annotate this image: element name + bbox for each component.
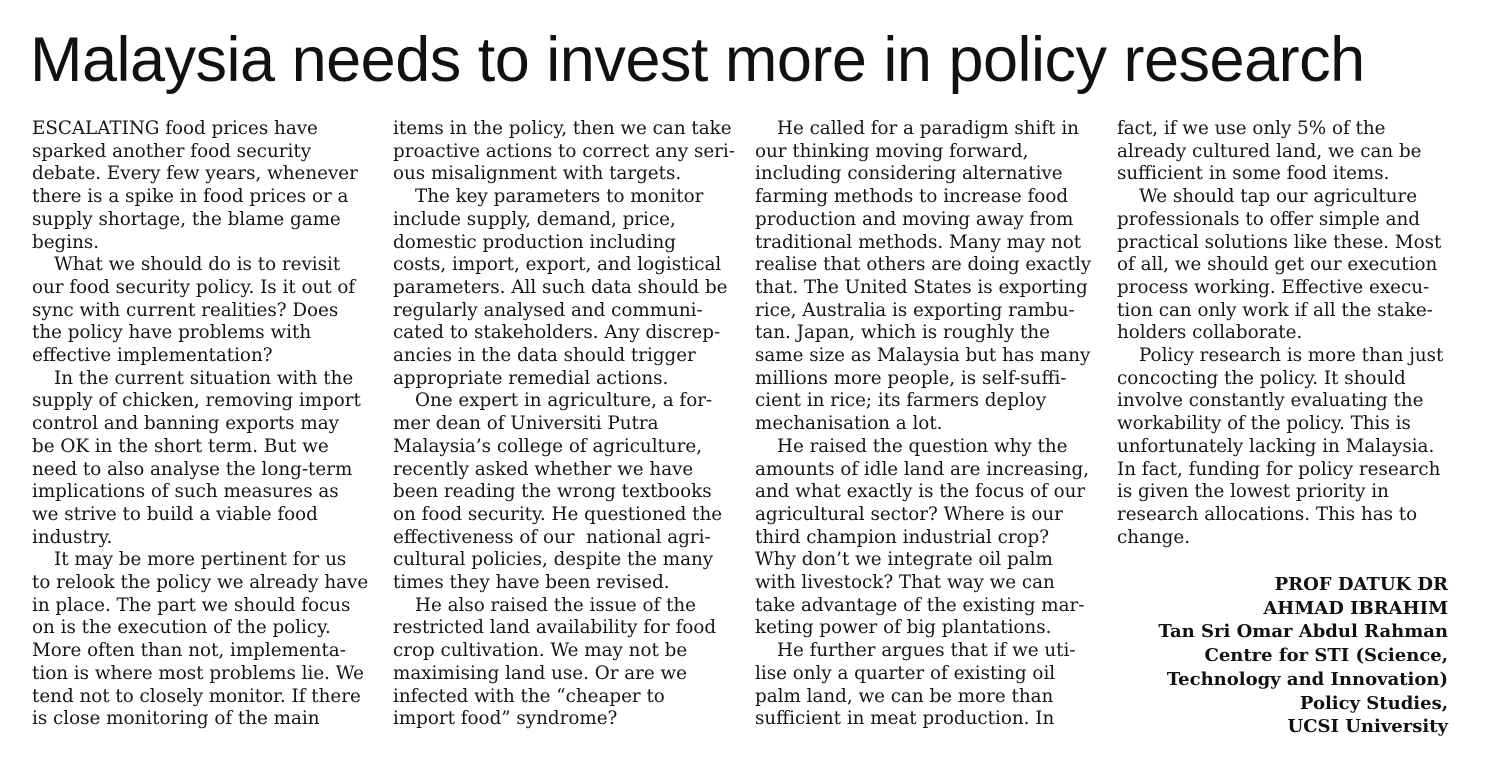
- text-line: regularly analysed and communi-: [393, 299, 703, 321]
- text-line: change.: [1117, 526, 1191, 548]
- text-line: holders collaborate.: [1117, 322, 1303, 344]
- text-line: supply of chicken, removing import: [32, 390, 361, 412]
- text-line: supply shortage, the blame game: [32, 208, 341, 230]
- text-line: research allocations. This has to: [1117, 503, 1418, 525]
- text-line: palm land, we can be more than: [755, 685, 1054, 707]
- text-line: third champion industrial crop?: [755, 526, 1050, 548]
- text-line: in place. The part we should focus: [32, 594, 351, 616]
- text-line: of all, we should get our execution: [1117, 254, 1438, 276]
- text-line: the policy have problems with: [32, 322, 312, 344]
- text-line: involve constantly evaluating the: [1117, 390, 1424, 412]
- text-line: realise that others are doing exactly: [755, 254, 1092, 276]
- text-line: on is the execution of the policy.: [32, 617, 331, 639]
- text-line: and what exactly is the focus of our: [755, 481, 1086, 503]
- text-line: ESCALATING food prices have: [32, 118, 318, 139]
- text-line: to relook the policy we already have: [32, 572, 369, 594]
- text-line: What we should do is to revisit: [54, 254, 341, 276]
- text-line: costs, import, export, and logistical: [393, 254, 722, 276]
- text-line: One expert in agriculture, a for-: [415, 390, 713, 412]
- text-line: The key parameters to monitor: [415, 186, 704, 208]
- text-line: In the current situation with the: [54, 367, 354, 389]
- byline-line: AHMAD IBRAHIM: [1263, 597, 1448, 619]
- text-line: control and banning exports may: [32, 413, 339, 435]
- byline-line: Centre for STI (Science,: [1204, 645, 1448, 667]
- text-line: effective implementation?: [32, 345, 273, 367]
- text-line: proactive actions to correct any seri-: [393, 140, 735, 162]
- text-line: restricted land availability for food: [393, 617, 717, 639]
- text-line: there is a spike in food prices or a: [32, 186, 349, 208]
- text-line: that. The United States is exporting: [755, 276, 1088, 298]
- article-column-2: [393, 118, 735, 731]
- text-line: tend not to closely monitor. If there: [32, 685, 361, 707]
- text-line: been reading the wrong textbooks: [393, 481, 712, 503]
- text-line: our food security policy. Is it out of: [32, 276, 356, 298]
- text-line: sufficient in some food items.: [1117, 163, 1390, 185]
- text-line: unfortunately lacking in Malaysia.: [1117, 435, 1435, 457]
- text-line: lise only a quarter of existing oil: [755, 662, 1056, 684]
- text-line: same size as Malaysia but has many: [755, 345, 1091, 367]
- text-line: is given the lowest priority in: [1117, 481, 1389, 503]
- text-line: our thinking moving forward,: [755, 140, 1029, 162]
- text-line: cient in rice; its farmers deploy: [755, 390, 1047, 412]
- text-line: He raised the question why the: [777, 435, 1068, 457]
- text-line: implications of such measures as: [32, 481, 339, 503]
- text-line: keting power of big plantations.: [755, 617, 1052, 639]
- text-line: agricultural sector? Where is our: [755, 503, 1063, 525]
- text-line: Why don’t we integrate oil palm: [755, 549, 1053, 571]
- text-line: tion can only work if all the stake-: [1117, 299, 1433, 321]
- text-line: effectiveness of our national agri-: [393, 526, 711, 548]
- text-line: is close monitoring of the main: [32, 708, 320, 730]
- text-line: items in the policy, then we can take: [393, 118, 732, 139]
- author-byline: [1108, 573, 1448, 739]
- text-line: He called for a paradigm shift in: [777, 118, 1079, 139]
- text-line: amounts of idle land are increasing,: [755, 458, 1090, 480]
- byline-line: Technology and Innovation): [1166, 668, 1448, 690]
- text-line: traditional methods. Many may not: [755, 231, 1082, 253]
- text-line: He also raised the issue of the: [415, 594, 697, 616]
- byline-line: Tan Sri Omar Abdul Rahman: [1158, 621, 1448, 643]
- text-line: rice, Australia is exporting rambu-: [755, 299, 1075, 321]
- text-line: begins.: [32, 231, 100, 253]
- text-line: Policy research is more than just: [1139, 345, 1444, 367]
- text-line: times they have been revised.: [393, 572, 670, 594]
- text-line: practical solutions like these. Most: [1117, 231, 1442, 253]
- text-line: sync with current realities? Does: [32, 299, 339, 321]
- text-line: fact, if we use only 5% of the: [1117, 118, 1386, 139]
- text-line: tan. Japan, which is roughly the: [755, 322, 1050, 344]
- text-line: ancies in the data should trigger: [393, 345, 696, 367]
- text-line: parameters. All such data should be: [393, 276, 728, 298]
- article-column-4: [1117, 118, 1443, 549]
- text-line: cultural policies, despite the many: [393, 549, 714, 571]
- text-line: It may be more pertinent for us: [54, 549, 347, 571]
- text-line: ous misalignment with targets.: [393, 163, 682, 185]
- text-line: domestic production including: [393, 231, 676, 253]
- text-line: recently asked whether we have: [393, 458, 694, 480]
- text-line: More often than not, implementa-: [32, 640, 346, 662]
- text-line: He further argues that if we uti-: [777, 640, 1076, 662]
- byline-line: PROF DATUK DR: [1274, 574, 1448, 595]
- text-line: We should tap our agriculture: [1139, 186, 1418, 208]
- text-line: be OK in the short term. But we: [32, 435, 329, 457]
- text-line: crop cultivation. We may not be: [393, 640, 688, 662]
- text-line: professionals to offer simple and: [1117, 208, 1421, 230]
- text-line: include supply, demand, price,: [393, 208, 676, 230]
- text-line: on food security. He questioned the: [393, 503, 723, 525]
- text-line: cated to stakeholders. Any discrep-: [393, 322, 721, 344]
- byline-line: UCSI University: [1287, 716, 1448, 738]
- text-line: already cultured land, we can be: [1117, 140, 1422, 162]
- text-line: mechanisation a lot.: [755, 413, 943, 435]
- text-line: industry.: [32, 526, 113, 548]
- text-line: millions more people, is self-suffi-: [755, 367, 1067, 389]
- text-line: sparked another food security: [32, 140, 312, 162]
- article-headline: Malaysia needs to invest more in policy research: [30, 25, 1365, 95]
- text-line: import food” syndrome?: [393, 708, 618, 730]
- article-column-1: [32, 118, 368, 731]
- text-line: Malaysia’s college of agriculture,: [393, 435, 703, 457]
- text-line: debate. Every few years, whenever: [32, 163, 358, 185]
- text-line: concocting the policy. It should: [1117, 367, 1406, 389]
- article-column-3: [755, 118, 1091, 731]
- text-line: tion is where most problems lie. We: [32, 662, 364, 684]
- text-line: take advantage of the existing mar-: [755, 594, 1085, 616]
- text-line: infected with the “cheaper to: [393, 685, 665, 707]
- text-line: we strive to build a viable food: [32, 503, 318, 525]
- text-line: In fact, funding for policy research: [1117, 458, 1441, 480]
- text-line: appropriate remedial actions.: [393, 367, 669, 389]
- text-line: farming methods to increase food: [755, 186, 1069, 208]
- text-line: process working. Effective execu-: [1117, 276, 1430, 298]
- text-line: with livestock? That way we can: [755, 572, 1055, 594]
- text-line: including considering alternative: [755, 163, 1063, 185]
- text-line: mer dean of Universiti Putra: [393, 413, 659, 435]
- text-line: sufficient in meat production. In: [755, 708, 1055, 730]
- text-line: workability of the policy. This is: [1117, 413, 1411, 435]
- byline-line: Policy Studies,: [1299, 692, 1448, 714]
- text-line: maximising land use. Or are we: [393, 662, 687, 684]
- text-line: need to also analyse the long-term: [32, 458, 353, 480]
- text-line: production and moving away from: [755, 208, 1074, 230]
